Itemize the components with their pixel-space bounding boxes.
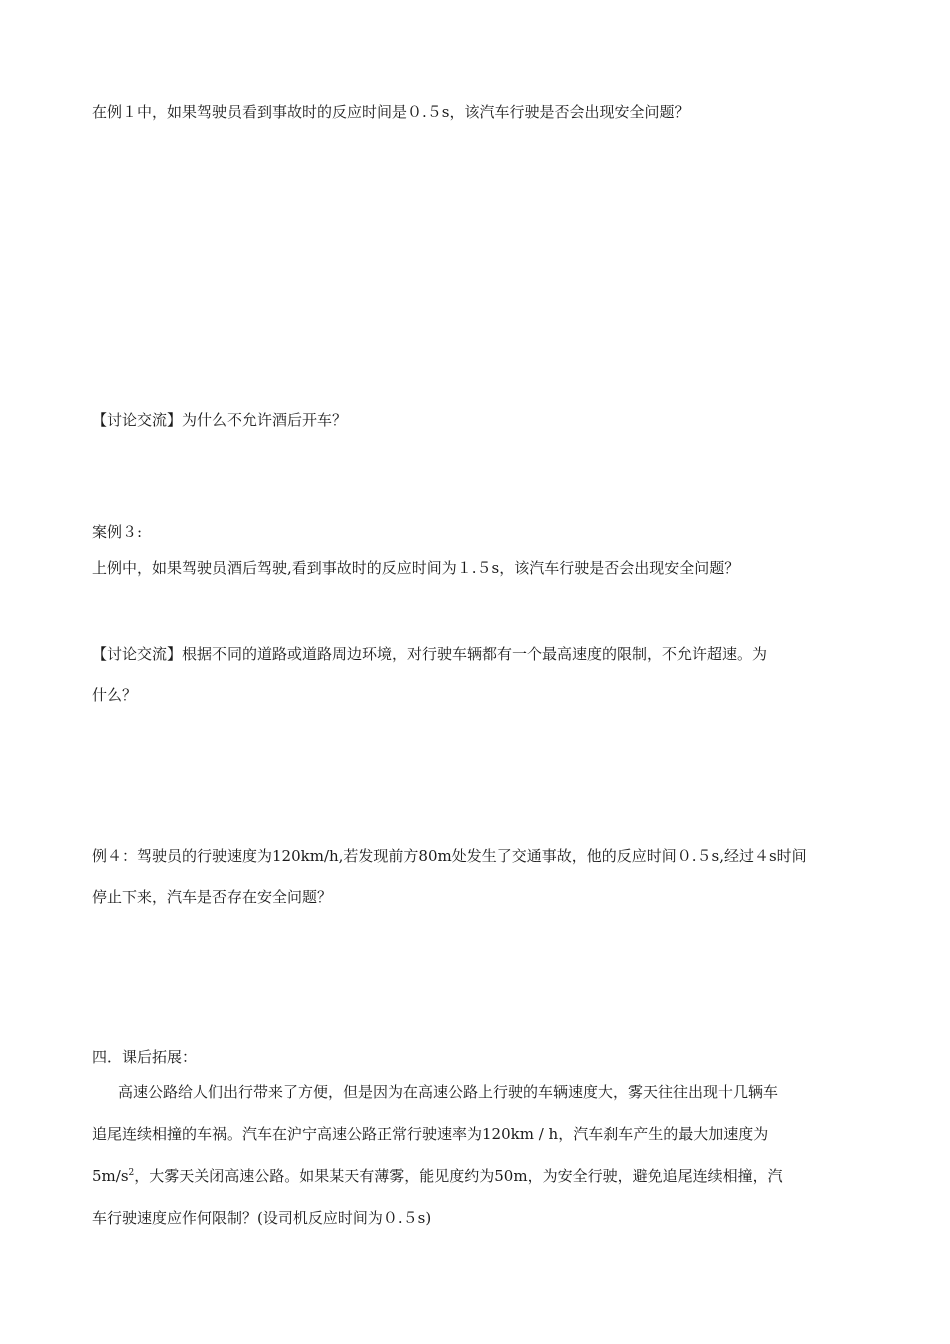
- extension-line-2: 追尾连续相撞的车祸。汽车在沪宁高速公路正常行驶速率为120km / h，汽车刹车产生的最大加速度为: [92, 1125, 769, 1143]
- extension-line-4: 车行驶速度应作何限制？(设司机反应时间为０.５s): [92, 1209, 432, 1227]
- extension-line-1: 高速公路给人们出行带来了方便，但是因为在高速公路上行驶的车辆速度大，雾天往往出现十几辆车: [118, 1083, 779, 1101]
- section4-title: 四．课后拓展：: [92, 1048, 198, 1066]
- example1-question: 在例１中，如果驾驶员看到事故时的反应时间是０.５s，该汽车行驶是否会出现安全问题？: [92, 103, 690, 121]
- case3-question: 上例中，如果驾驶员酒后驾驶,看到事故时的反应时间为１.５s，该汽车行驶是否会出现安全问题？: [92, 559, 740, 577]
- discussion-2-line-1: 【讨论交流】根据不同的道路或道路周边环境，对行驶车辆都有一个最高速度的限制，不允许超速。为: [92, 645, 768, 663]
- example4-line-1: 例４：驾驶员的行驶速度为120km/h,若发现前方80m处发生了交通事故，他的反应时间０.５s,经过４s时间: [92, 847, 807, 865]
- discussion-heading-1: 【讨论交流】为什么不允许酒后开车？: [92, 411, 348, 429]
- discussion-2-line-2: 什么？: [92, 686, 138, 704]
- case3-title: 案例３:: [92, 523, 143, 541]
- acceleration-unit: 5m/s: [92, 1167, 129, 1185]
- extension-line-3: [92, 1166, 783, 1186]
- example4-line-2: 停止下来，汽车是否存在安全问题？: [92, 888, 333, 906]
- extension-line-3-text: ，大雾天关闭高速公路。如果某天有薄雾，能见度约为50m，为安全行驶，避免追尾连续相撞，汽: [134, 1167, 783, 1185]
- superscript-2: 2: [128, 1168, 135, 1178]
